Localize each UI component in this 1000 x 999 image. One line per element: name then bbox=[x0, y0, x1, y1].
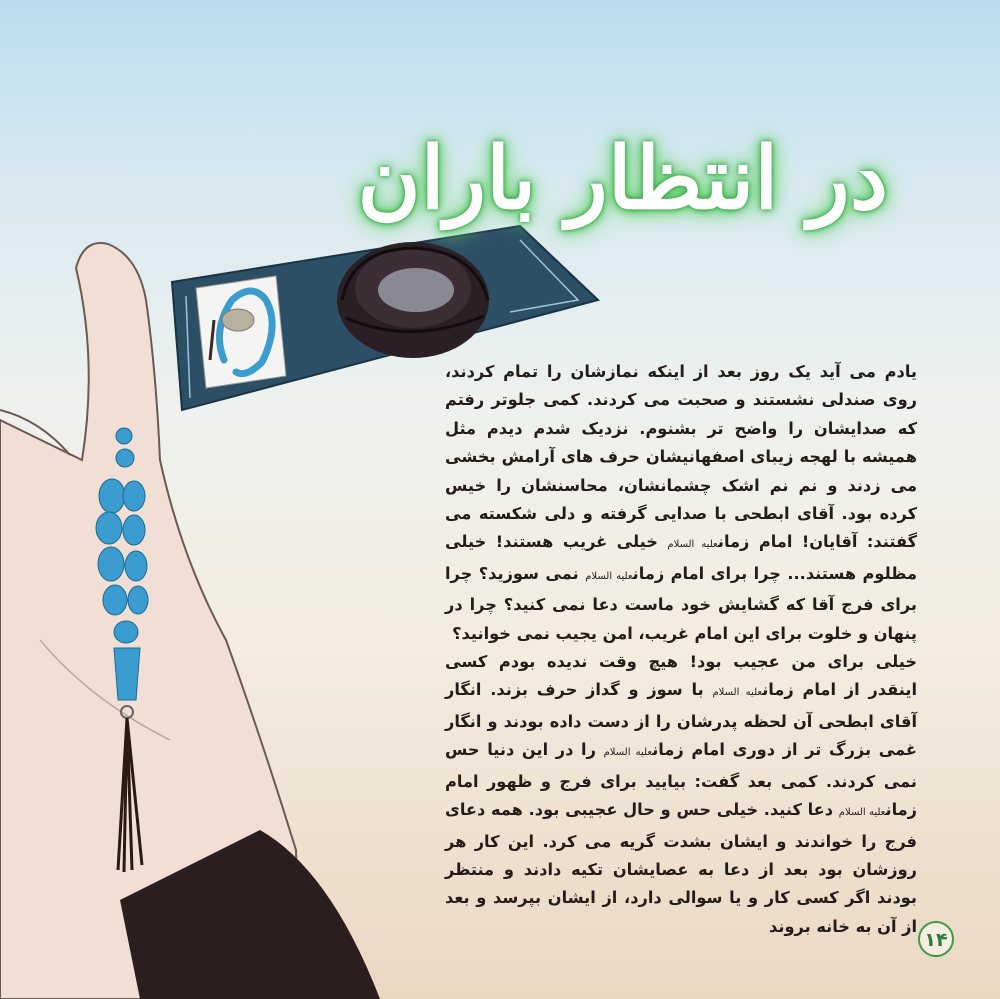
honorific: علیه السلام bbox=[667, 539, 718, 551]
honorific: علیه السلام bbox=[585, 570, 633, 582]
text-segment: نمی سوزید؟ چرا برای فرج آقا که گشایش خود ماست دعا نمی کنید؟ چرا در پنهان و خلوت برای این امام غریب، امن یجیب نمی خوانید؟ bbox=[445, 563, 917, 643]
text-segment: یادم می آید یک روز بعد از اینکه نمازشان را تمام کردند، روی صندلی نشستند و صحبت می کردند. کمی جلوتر رفتم که صدایشان را واضح تر بشنوم. نزدیک شدم دیدم مثل همیشه با لهجه زیبای اصفهانیشان حرف های آرامش بخشی می زدند و نم نم اشک چشمانشان، محاسنشان را خیس کرده بود. آقای ابطحی با صدایی گرفته و دلی شکسته می گفتند: آقایان! امام زمان bbox=[445, 362, 918, 552]
prayer-stone bbox=[222, 309, 254, 331]
text-segment: خیلی برای من عجیب بود! هیچ وقت ندیده بودم کسی اینقدر از امام زمان bbox=[445, 652, 917, 700]
page-number: ۱۴ bbox=[918, 921, 954, 957]
prayer-cloth bbox=[196, 276, 286, 388]
honorific: علیه السلام bbox=[603, 747, 653, 759]
story-title bbox=[357, 98, 900, 288]
text-segment: دعا کنید. خیلی حس و حال عجیبی بود. همه دعای فرج را خواندند و ایشان بشدت گریه می کرد. این کار هر روزشان بود بعد از دعا به عصایشان تکیه دادند و منتظر بودند اگر کسی کار و یا سوالی دارد، از ایشان بپرسد و بعد از آن به خانه بروند bbox=[445, 800, 917, 936]
story-title-text: در انتظار باران bbox=[357, 128, 888, 229]
story-body bbox=[445, 358, 917, 941]
paragraph-2 bbox=[445, 648, 917, 941]
honorific: علیه السلام bbox=[838, 807, 886, 819]
black-turban bbox=[337, 242, 489, 358]
honorific: علیه السلام bbox=[712, 687, 763, 699]
text-segment: را در این دنیا حس نمی کردند. کمی بعد گفت: بیایید برای فرج و ظهور امام زمان bbox=[445, 740, 917, 820]
text-segment: خیلی غریب هستند! خیلی مظلوم هستند... چرا برای امام زمان bbox=[445, 532, 917, 583]
text-segment: با سوز و گداز حرف بزند. انگار آقای ابطحی آن لحظه پدرشان را از دست داده بودند و انگار غمی بزرگ تر از دوری امام زمان bbox=[445, 680, 917, 760]
paragraph-1 bbox=[445, 358, 917, 648]
